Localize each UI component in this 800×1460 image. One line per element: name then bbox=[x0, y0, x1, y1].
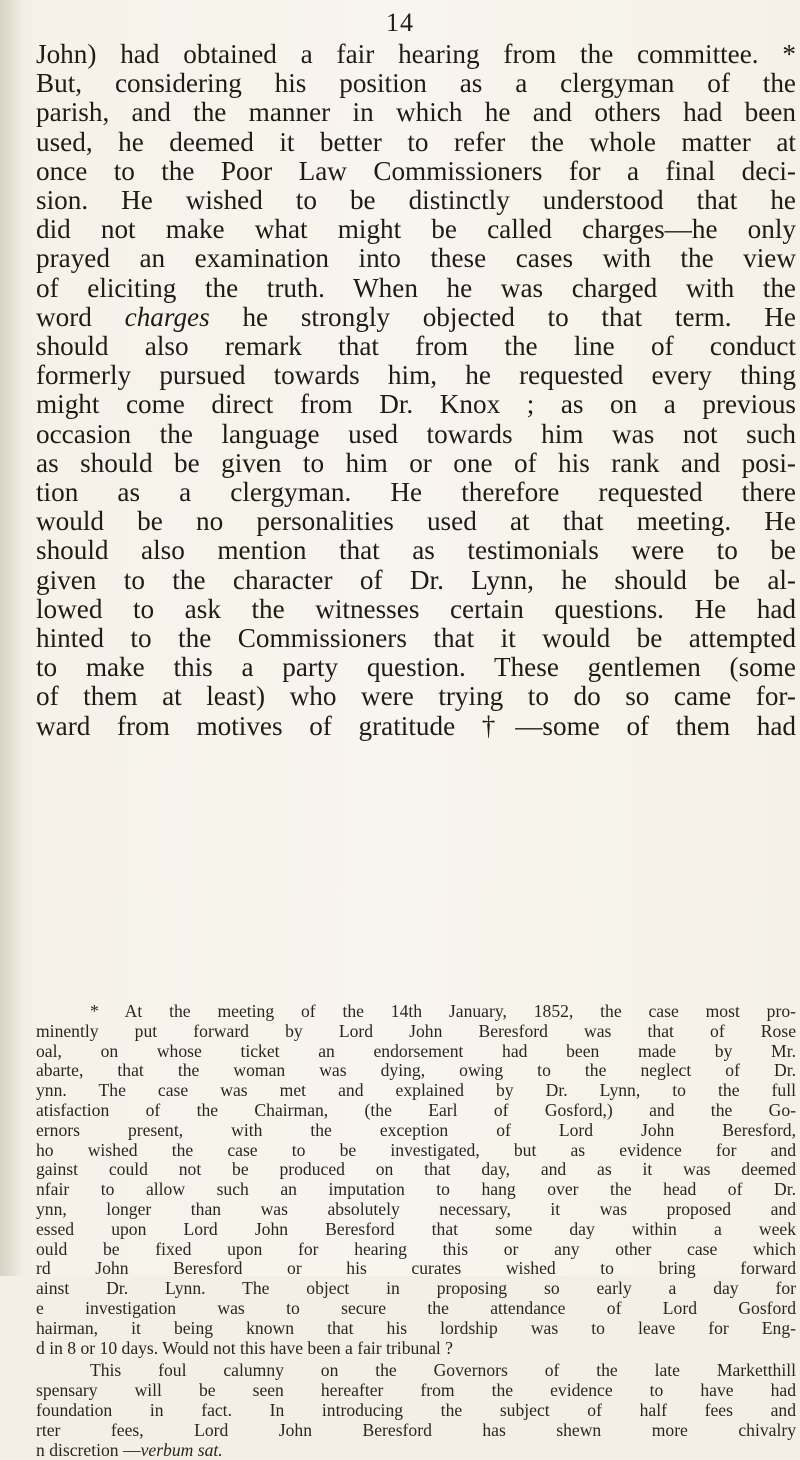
body-line: once to the Poor Law Commissioners for a final deci- bbox=[36, 156, 796, 186]
footnote-line: gainst could not be produced on that day, and as it was deemed bbox=[36, 1160, 796, 1180]
footnote-line-with-italic: n discretion —verbum sat. bbox=[36, 1440, 223, 1460]
body-line: parish, and the manner in which he and others had been bbox=[36, 98, 796, 128]
body-line: to make this a party question. These gentlemen (some bbox=[36, 653, 796, 683]
footnote-line: minently put forward by Lord John Beresford was that of Rose bbox=[36, 1021, 796, 1041]
body-line: would be no personalities used at that meeting. He bbox=[36, 507, 796, 537]
italic-word: verbum sat. bbox=[140, 1440, 223, 1460]
footnote-line: ernors present, with the exception of Lord John Beresford, bbox=[36, 1120, 796, 1140]
footnote-line: oal, on whose ticket an endorsement had been made by Mr. bbox=[36, 1041, 796, 1061]
footnote-line: essed upon Lord John Beresford that some day within a week bbox=[36, 1219, 796, 1239]
footnote-line: rd John Beresford or his curates wished to bring forward bbox=[36, 1259, 796, 1279]
body-line: should also mention that as testimonials were to be bbox=[36, 536, 796, 566]
body-paragraph bbox=[36, 40, 796, 741]
footnote-line: d in 8 or 10 days. Would not this have been a fair tribunal ? bbox=[36, 1338, 453, 1358]
footnote-line: ynn, longer than was absolutely necessary, it was proposed and bbox=[36, 1199, 796, 1219]
body-line: sion. He wished to be distinctly understood that he bbox=[36, 186, 796, 216]
footnote-line: atisfaction of the Chairman, (the Earl of Gosford,) and the Go- bbox=[36, 1100, 796, 1120]
body-line: given to the character of Dr. Lynn, he should be al- bbox=[36, 565, 796, 595]
body-line: ward from motives of gratitude †—some of them had bbox=[36, 711, 796, 741]
footnote-line: ho wished the case to be investigated, but as evidence for and bbox=[36, 1140, 796, 1160]
footnote-line: rter fees, Lord John Beresford has shewn more chivalry bbox=[36, 1420, 796, 1440]
body-line: did not make what might be called charges—he only bbox=[36, 215, 796, 245]
body-line-with-italic: word charges he strongly objected to that term. He bbox=[36, 302, 796, 332]
footnote-line: * At the meeting of the 14th January, 1852, the case most pro- bbox=[90, 1002, 796, 1021]
footnote-line: ynn. The case was met and explained by Dr. Lynn, to the full bbox=[36, 1081, 796, 1101]
body-line: of them at least) who were trying to do so came for- bbox=[36, 682, 796, 712]
footnote-line: hairman, it being known that his lordship was to leave for Eng- bbox=[36, 1318, 796, 1338]
footnote-line: abarte, that the woman was dying, owing to the neglect of Dr. bbox=[36, 1061, 796, 1081]
body-line: should also remark that from the line of conduct bbox=[36, 332, 796, 362]
body-line: But, considering his position as a clergyman of the bbox=[36, 69, 796, 99]
body-line: might come direct from Dr. Knox ; as on a previous bbox=[36, 390, 796, 420]
body-line: lowed to ask the witnesses certain questions. He had bbox=[36, 594, 796, 624]
footnote-line: spensary will be seen hereafter from the evidence to have had bbox=[36, 1381, 796, 1401]
body-line: John) had obtained a fair hearing from the committee. * bbox=[36, 40, 796, 69]
footnote-line: ould be fixed upon for hearing this or any other case which bbox=[36, 1239, 796, 1259]
body-line: hinted to the Commissioners that it would be attempted bbox=[36, 624, 796, 654]
body-line: used, he deemed it better to refer the whole matter at bbox=[36, 127, 796, 157]
body-line: as should be given to him or one of his rank and posi- bbox=[36, 448, 796, 478]
binding-gutter-shadow bbox=[0, 0, 22, 1276]
italic-word: charges bbox=[124, 302, 210, 332]
page-number: 14 bbox=[386, 8, 414, 37]
body-line: occasion the language used towards him was not such bbox=[36, 419, 796, 449]
body-line: of eliciting the truth. When he was charged with the bbox=[36, 273, 796, 303]
footnote-line: This foul calumny on the Governors of the late Marketthill bbox=[90, 1361, 796, 1381]
footnotes bbox=[36, 1002, 796, 1460]
footnote-line: e investigation was to secure the attendance of Lord Gosford bbox=[36, 1298, 796, 1318]
body-line: tion as a clergyman. He therefore requested there bbox=[36, 478, 796, 508]
footnote-line: nfair to allow such an imputation to hang over the head of Dr. bbox=[36, 1180, 796, 1200]
body-line: formerly pursued towards him, he requested every thing bbox=[36, 361, 796, 391]
footnote-line: ainst Dr. Lynn. The object in proposing so early a day for bbox=[36, 1279, 796, 1299]
footnote-line: foundation in fact. In introducing the subject of half fees and bbox=[36, 1400, 796, 1420]
body-line: prayed an examination into these cases with the view bbox=[36, 244, 796, 274]
